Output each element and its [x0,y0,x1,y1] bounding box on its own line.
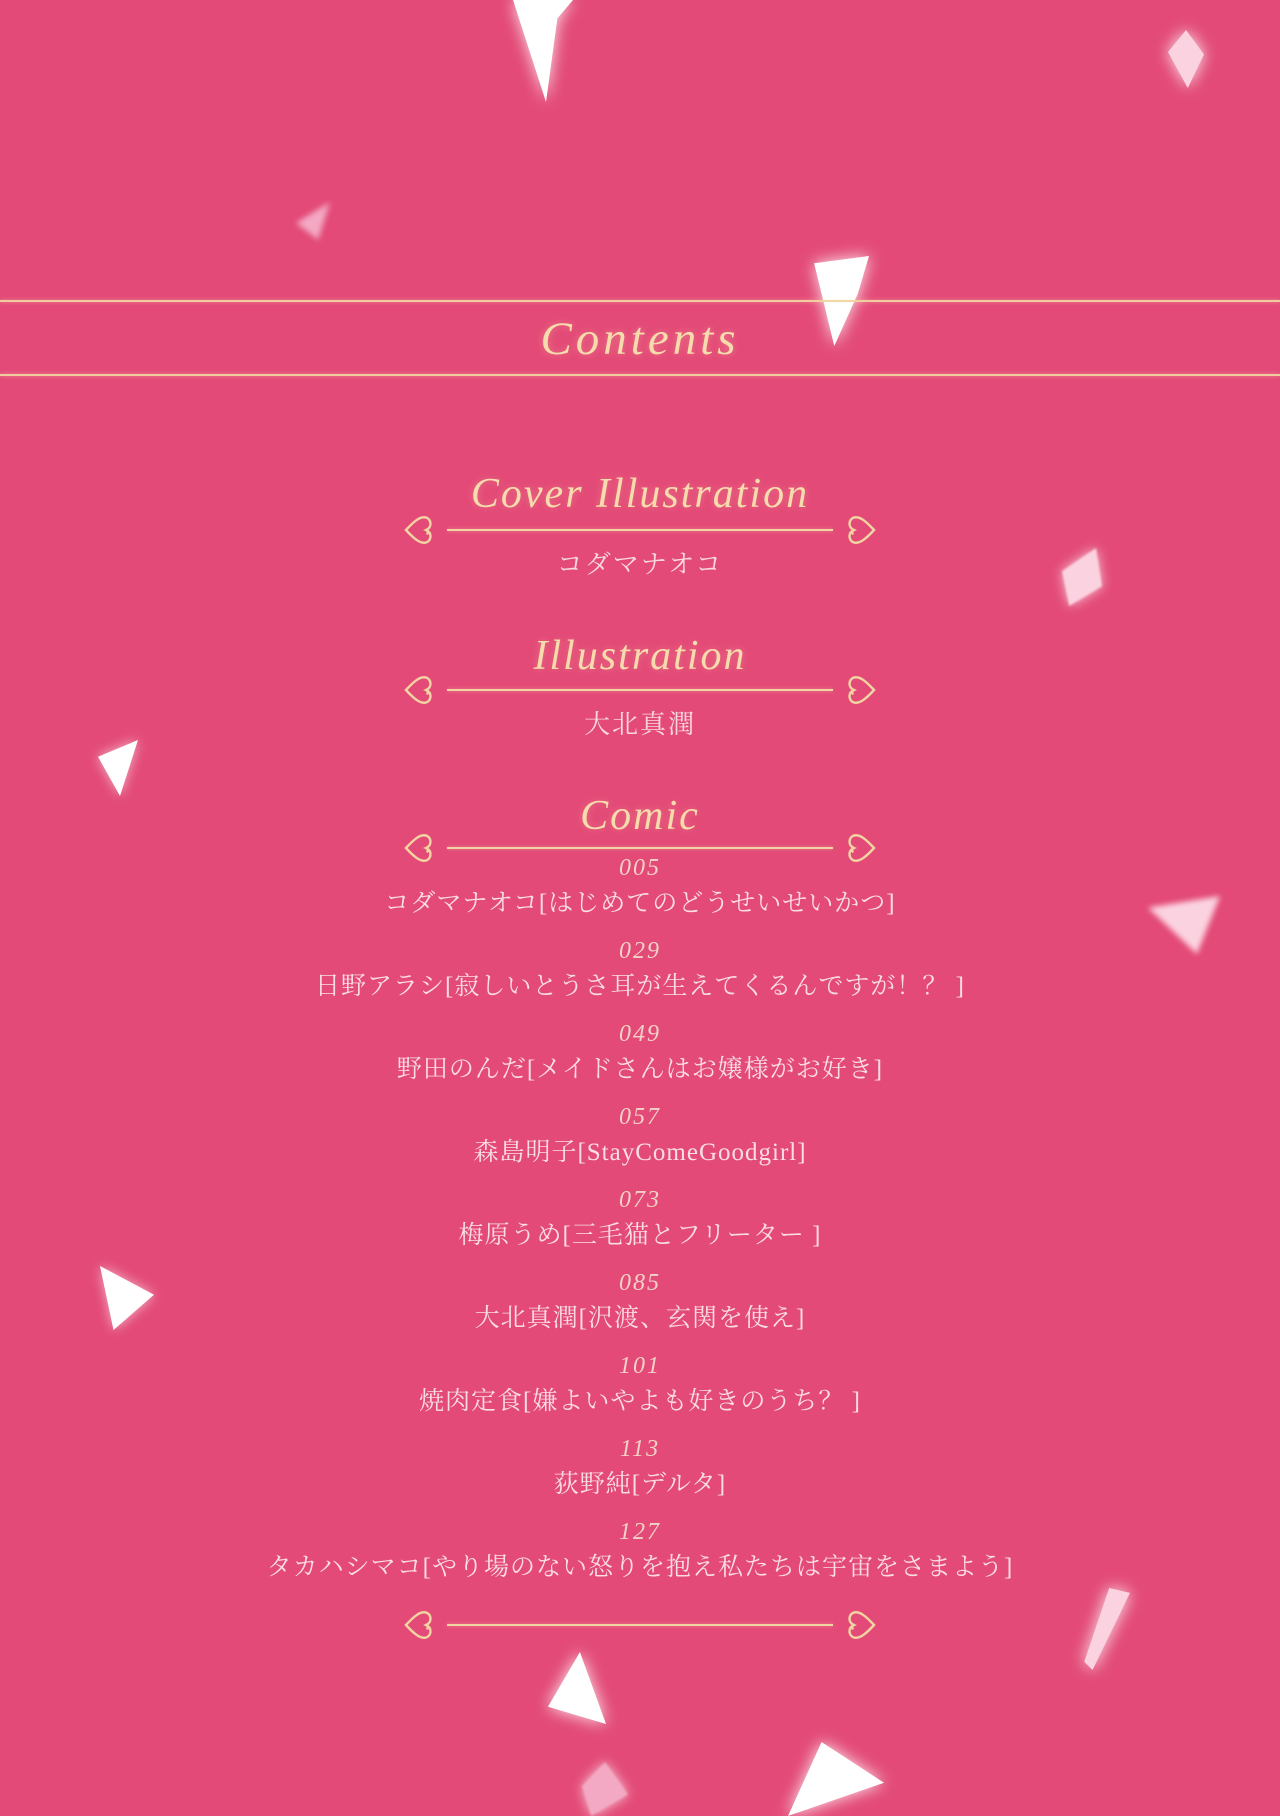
confetti-shard [548,1652,606,1724]
heart-right-icon [845,673,879,707]
heart-right-icon [845,1608,879,1642]
confetti-shard [513,0,573,102]
entry-page-number: 085 [619,1270,661,1296]
entry-page-number: 101 [619,1353,661,1379]
heart-left-icon [401,673,435,707]
entry-page-number: 049 [619,1021,661,1047]
section-heading-comic: Comic [580,793,700,839]
entry-credit: 森島明子[StayComeGoodgirl] [473,1139,807,1166]
closing-divider [401,1608,879,1642]
comic-entry [0,1105,1280,1188]
comic-entry-list [0,856,1280,1603]
entry-credit: タカハシマコ[やり場のない怒りを抱え私たちは宇宙をさまよう] [266,1554,1014,1581]
artist-name: コダマナオコ [556,550,724,579]
section-heading-illustration: Illustration [533,633,747,679]
heart-left-icon [401,1608,435,1642]
entry-page-number: 057 [619,1104,661,1130]
entry-credit: 梅原うめ[三毛猫とフリーター ] [458,1222,822,1249]
confetti-shard [788,1742,884,1816]
entry-credit: 焼肉定食[嫌よいやよも好きのうち？ ] [419,1388,861,1415]
entry-credit: 日野アラシ[寂しいとうさ耳が生えてくるんですが！？ ] [315,973,965,1000]
comic-entry [0,1520,1280,1603]
comic-entry [0,1271,1280,1354]
confetti-shard [296,202,330,240]
entry-page-number: 005 [619,855,661,881]
contents-rule-bottom [0,374,1280,376]
confetti-shard [582,1762,628,1816]
confetti-shard [1168,30,1204,88]
entry-credit: 荻野純[デルタ] [553,1471,727,1498]
section-heading-cover-illustration: Cover Illustration [470,471,810,517]
comic-entry [0,1354,1280,1437]
page-title: Contents [540,313,740,365]
entry-page-number: 073 [619,1187,661,1213]
confetti-shard [98,740,138,796]
section-divider [401,673,879,707]
entry-page-number: 029 [619,938,661,964]
heart-right-icon [845,513,879,547]
divider-line [447,689,833,691]
heart-left-icon [401,513,435,547]
comic-entry [0,1022,1280,1105]
divider-line [447,529,833,531]
entry-credit: 大北真潤[沢渡、玄関を使え] [474,1305,806,1332]
artist-name: 大北真潤 [583,710,696,739]
entry-page-number: 113 [619,1436,661,1462]
entry-page-number: 127 [619,1519,661,1545]
entry-credit: コダマナオコ[はじめてのどうせいせいかつ] [384,890,896,917]
comic-entry [0,856,1280,939]
comic-entry [0,939,1280,1022]
comic-entry [0,1437,1280,1520]
comic-entry [0,1188,1280,1271]
contents-rule-top [0,300,1280,302]
entry-credit: 野田のんだ[メイドさんはお嬢様がお好き] [396,1056,884,1083]
divider-line [447,847,833,849]
divider-line [447,1624,833,1626]
section-divider [401,513,879,547]
